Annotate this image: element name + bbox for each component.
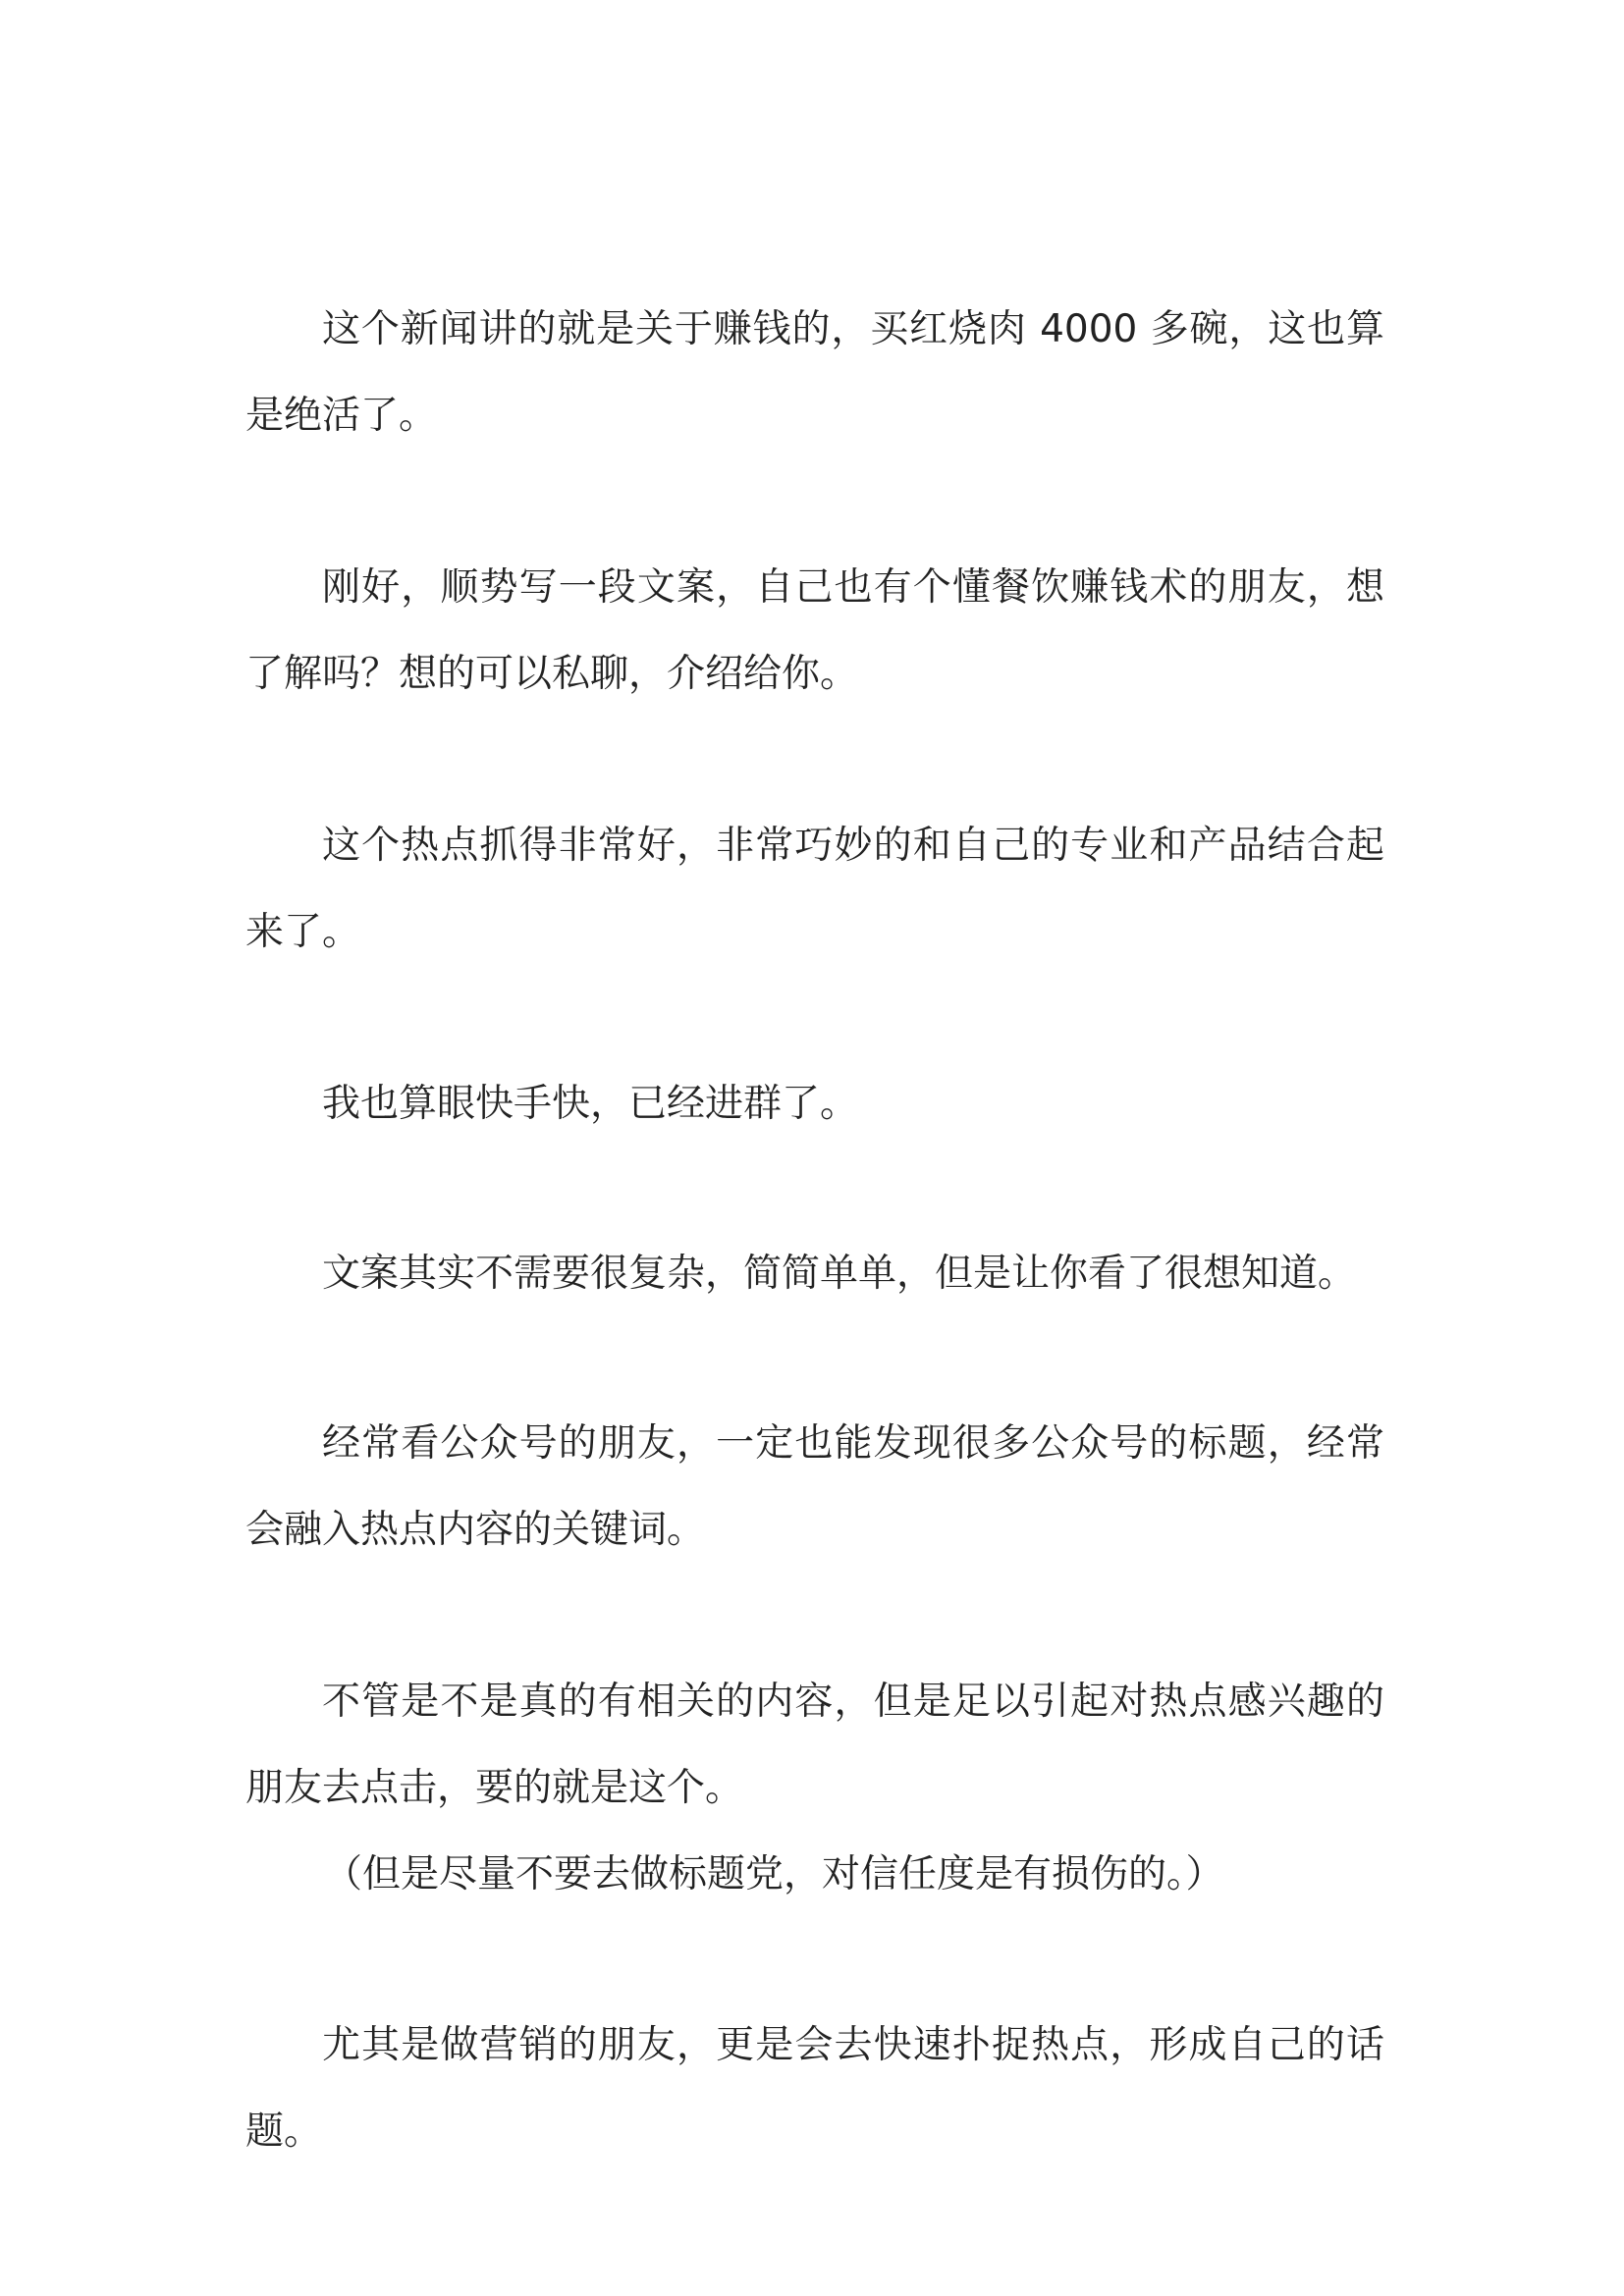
paragraph-2: 刚好，顺势写一段文案，自己也有个懂餐饮赚钱术的朋友，想了解吗？想的可以私聊，介绍给你。 [245, 565, 1384, 696]
paragraph-4: 我也算眼快手快，已经进群了。 [322, 1082, 859, 1126]
paragraph-6: 经常看公众号的朋友，一定也能发现很多公众号的标题，经常会融入热点内容的关键词。 [245, 1421, 1384, 1552]
paragraph-8: 尤其是做营销的朋友，更是会去快速扑捉热点，形成自己的话题。 [245, 2023, 1384, 2154]
paragraph-1: 这个新闻讲的就是关于赚钱的，买红烧肉 4000 多碗，这也算是绝活了。 [245, 307, 1384, 438]
paragraph-7: 不管是不是真的有相关的内容，但是足以引起对热点感兴趣的朋友去点击，要的就是这个。 [245, 1680, 1384, 1810]
paragraph-3: 这个热点抓得非常好，非常巧妙的和自己的专业和产品结合起来了。 [245, 824, 1384, 954]
paragraph-note: （但是尽量不要去做标题党，对信任度是有损伤的。） [324, 1852, 1224, 1896]
paragraph-5: 文案其实不需要很复杂，简简单单，但是让你看了很想知道。 [322, 1252, 1357, 1296]
